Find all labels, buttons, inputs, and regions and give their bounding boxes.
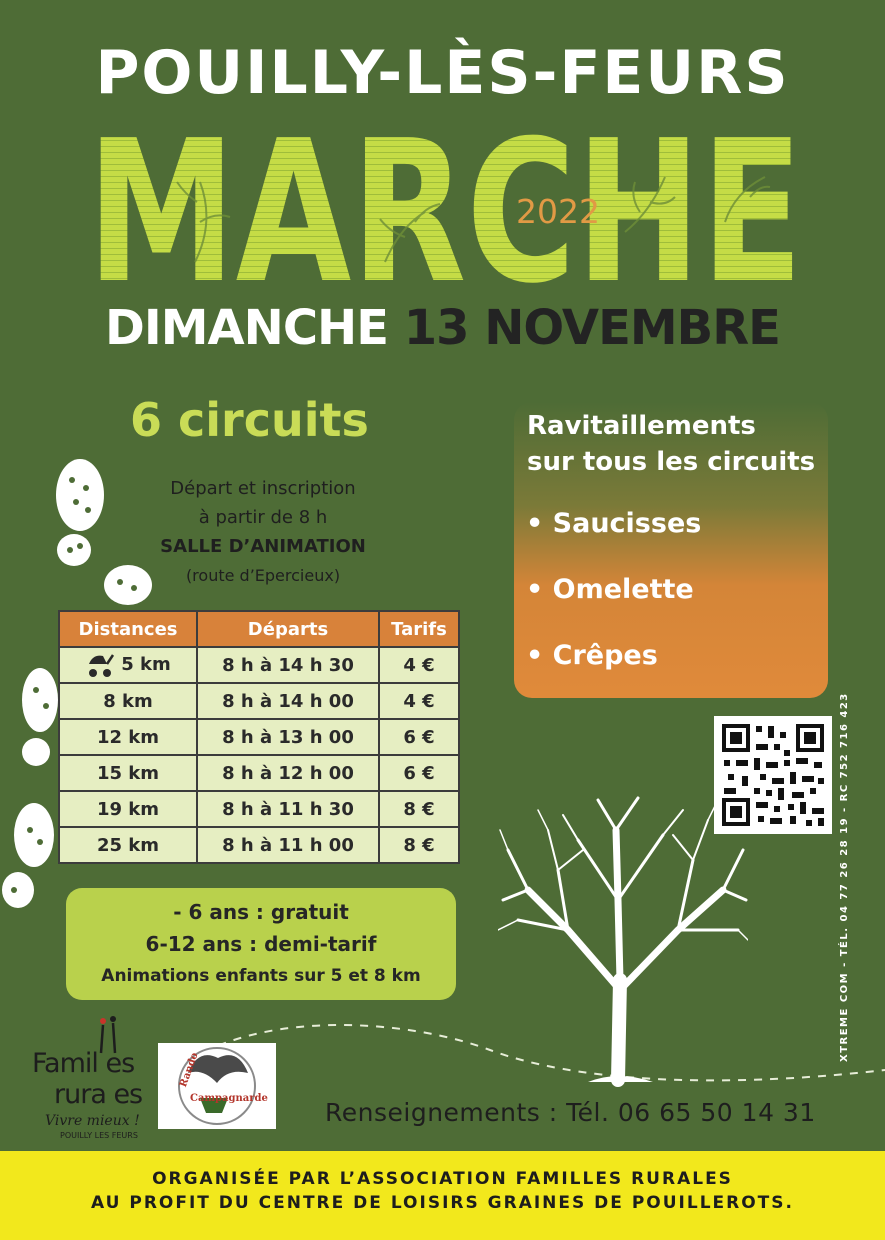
town-title: POUILLY-LÈS-FEURS bbox=[95, 38, 790, 108]
contact-phone: Renseignements : Tél. 06 65 50 14 31 bbox=[325, 1098, 816, 1127]
departure-info bbox=[128, 474, 398, 590]
header-departs: Départs bbox=[197, 611, 379, 647]
header-distances: Distances bbox=[59, 611, 197, 647]
refreshments-heading-line-1: Ravitaillements bbox=[527, 411, 756, 441]
event-date bbox=[0, 300, 885, 356]
table-row bbox=[59, 755, 459, 791]
refreshment-item: • Omelette bbox=[526, 574, 694, 605]
depart-cell: 8 h à 14 h 00 bbox=[197, 683, 379, 719]
familles-rurales-place: POUILLY LES FEURS bbox=[60, 1131, 138, 1140]
footer-banner bbox=[0, 1151, 885, 1240]
tarif-cell: 4 € bbox=[379, 683, 459, 719]
event-title-graphic bbox=[85, 112, 805, 290]
departure-line-1: Départ et inscription bbox=[170, 478, 356, 499]
event-title-text: MARCHE bbox=[87, 112, 803, 290]
distance-cell: 19 km bbox=[59, 791, 197, 827]
event-year: 2022 bbox=[516, 192, 600, 231]
familles-rurales-line-1: Famil es bbox=[32, 1048, 135, 1079]
stroller-icon bbox=[85, 652, 115, 678]
venue-route: (route d’Epercieux) bbox=[185, 566, 341, 585]
table-header-row bbox=[59, 611, 459, 647]
refreshments-heading bbox=[527, 408, 815, 480]
kids-activities: Animations enfants sur 5 et 8 km bbox=[101, 966, 421, 986]
table-row bbox=[59, 683, 459, 719]
refreshment-item: • Crêpes bbox=[526, 640, 658, 671]
depart-cell: 8 h à 14 h 30 bbox=[197, 647, 379, 683]
table-row bbox=[59, 827, 459, 863]
age-pricing-line-1: - 6 ans : gratuit bbox=[173, 900, 349, 924]
distance-cell: 25 km bbox=[59, 827, 197, 863]
distance-value: 5 km bbox=[121, 654, 171, 675]
rando-campagnarde-logo bbox=[158, 1043, 276, 1129]
distance-cell bbox=[59, 647, 197, 683]
depart-cell: 8 h à 12 h 00 bbox=[197, 755, 379, 791]
tree-illustration bbox=[498, 790, 748, 1090]
tarif-cell: 4 € bbox=[379, 647, 459, 683]
event-title bbox=[85, 112, 805, 290]
table-row bbox=[59, 791, 459, 827]
age-pricing-panel bbox=[66, 888, 456, 1000]
distance-cell: 12 km bbox=[59, 719, 197, 755]
header-tarifs: Tarifs bbox=[379, 611, 459, 647]
rando-campagnarde-emblem bbox=[158, 1043, 276, 1129]
rando-campagnarde-line-2: Campagnarde bbox=[190, 1093, 268, 1104]
tarif-cell: 8 € bbox=[379, 827, 459, 863]
refreshments-panel bbox=[514, 402, 828, 698]
footer-line-2: AU PROFIT DU CENTRE DE LOISIRS GRAINES DE POUILLEROTS. bbox=[91, 1193, 794, 1213]
distance-cell: 15 km bbox=[59, 755, 197, 791]
printer-credit: XTREME COM - TÉL. 04 77 26 28 19 - RC 752 716 423 bbox=[839, 692, 850, 1062]
tarif-cell: 6 € bbox=[379, 755, 459, 791]
table-row bbox=[59, 647, 459, 683]
footer-line-1: ORGANISÉE PAR L’ASSOCIATION FAMILLES RURALES bbox=[152, 1169, 733, 1189]
event-date-day: DIMANCHE bbox=[105, 300, 389, 356]
event-date-rest: 13 NOVEMBRE bbox=[403, 300, 780, 356]
familles-rurales-line-2: rura es bbox=[54, 1079, 143, 1110]
rando-campagnarde-line-1: Rando bbox=[178, 1051, 201, 1089]
depart-cell: 8 h à 13 h 00 bbox=[197, 719, 379, 755]
tarif-cell: 6 € bbox=[379, 719, 459, 755]
familles-rurales-logo bbox=[30, 1015, 155, 1143]
familles-rurales-tagline: Vivre mieux ! bbox=[45, 1113, 140, 1129]
circuits-title: 6 circuits bbox=[130, 393, 369, 447]
departure-line-2: à partir de 8 h bbox=[198, 507, 328, 528]
refreshment-item: • Saucisses bbox=[526, 508, 702, 539]
depart-cell: 8 h à 11 h 30 bbox=[197, 791, 379, 827]
schedule-table bbox=[58, 610, 460, 864]
tarif-cell: 8 € bbox=[379, 791, 459, 827]
venue-name: SALLE D’ANIMATION bbox=[160, 536, 366, 557]
table-row bbox=[59, 719, 459, 755]
age-pricing-line-2: 6-12 ans : demi-tarif bbox=[145, 932, 377, 956]
refreshments-heading-line-2: sur tous les circuits bbox=[527, 447, 816, 477]
depart-cell: 8 h à 11 h 00 bbox=[197, 827, 379, 863]
distance-cell: 8 km bbox=[59, 683, 197, 719]
